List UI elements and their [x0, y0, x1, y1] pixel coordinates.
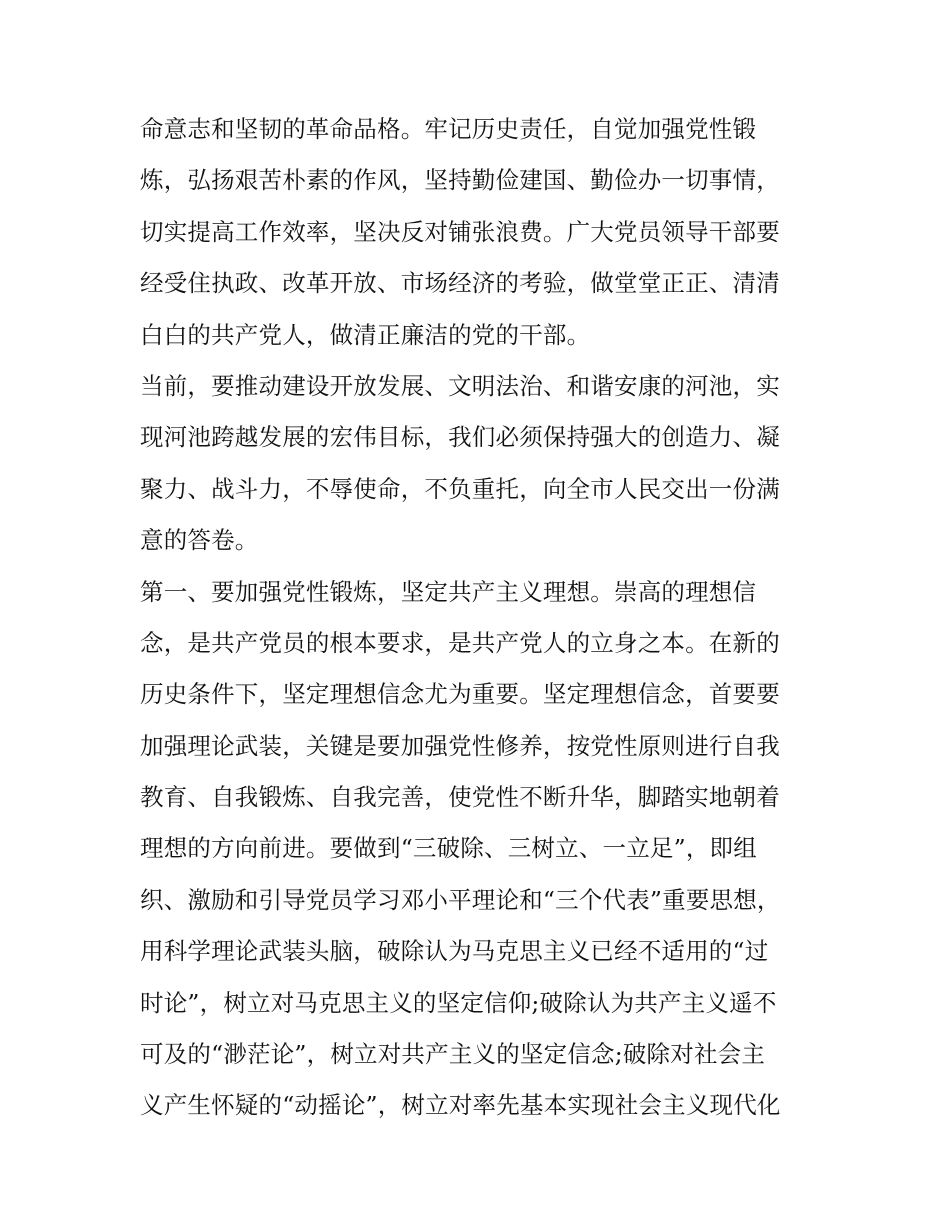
- text-line: 当前，要推动建设开放发展、文明法治、和谐安康的河池，实: [140, 371, 780, 400]
- text-line: 用科学理论武装头脑，破除认为马克思主义已经不适用的“过: [140, 937, 769, 966]
- text-line: 加强理论武装，关键是要加强党性修养，按党性原则进行自我: [140, 731, 780, 760]
- text-line: 可及的“渺茫论”，树立对共产主义的坚定信念;破除对社会主: [140, 1040, 766, 1069]
- text-line: 聚力、战斗力，不辱使命，不负重托，向全市人民交出一份满: [140, 474, 780, 503]
- text-line: 教育、自我锻炼、自我完善，使党性不断升华，脚踏实地朝着: [140, 783, 780, 812]
- text-line: 现河池跨越发展的宏伟目标，我们必须保持强大的创造力、凝: [140, 423, 780, 452]
- text-line: 意的答卷。: [140, 526, 259, 555]
- text-line: 时论”，树立对马克思主义的坚定信仰;破除认为共产主义遥不: [140, 988, 777, 1017]
- text-line: 经受住执政、改革开放、市场经济的考验，做堂堂正正、清清: [140, 269, 780, 298]
- text-line: 理想的方向前进。要做到“三破除、三树立、一立足”，即组: [140, 834, 757, 863]
- text-line: 炼，弘扬艰苦朴素的作风，坚持勤俭建国、勤俭办一切事情，: [140, 166, 780, 195]
- text-line: 白白的共产党人，做清正廉洁的党的干部。: [140, 320, 591, 349]
- text-line: 念，是共产党员的根本要求，是共产党人的立身之本。在新的: [140, 628, 780, 657]
- text-line: 历史条件下，坚定理想信念尤为重要。坚定理想信念，首要要: [140, 680, 780, 709]
- text-line: 织、激励和引导党员学习邓小平理论和“三个代表”重要思想，: [140, 885, 781, 914]
- text-line: 第一、要加强党性锻炼，坚定共产主义理想。崇高的理想信: [140, 577, 757, 606]
- text-line: 义产生怀疑的“动摇论”，树立对率先基本实现社会主义现代化: [140, 1091, 781, 1120]
- text-line: 切实提高工作效率，坚决反对铺张浪费。广大党员领导干部要: [140, 217, 780, 246]
- text-line: 命意志和坚韧的革命品格。牢记历史责任，自觉加强党性锻: [140, 115, 757, 143]
- document-body: [140, 104, 840, 1132]
